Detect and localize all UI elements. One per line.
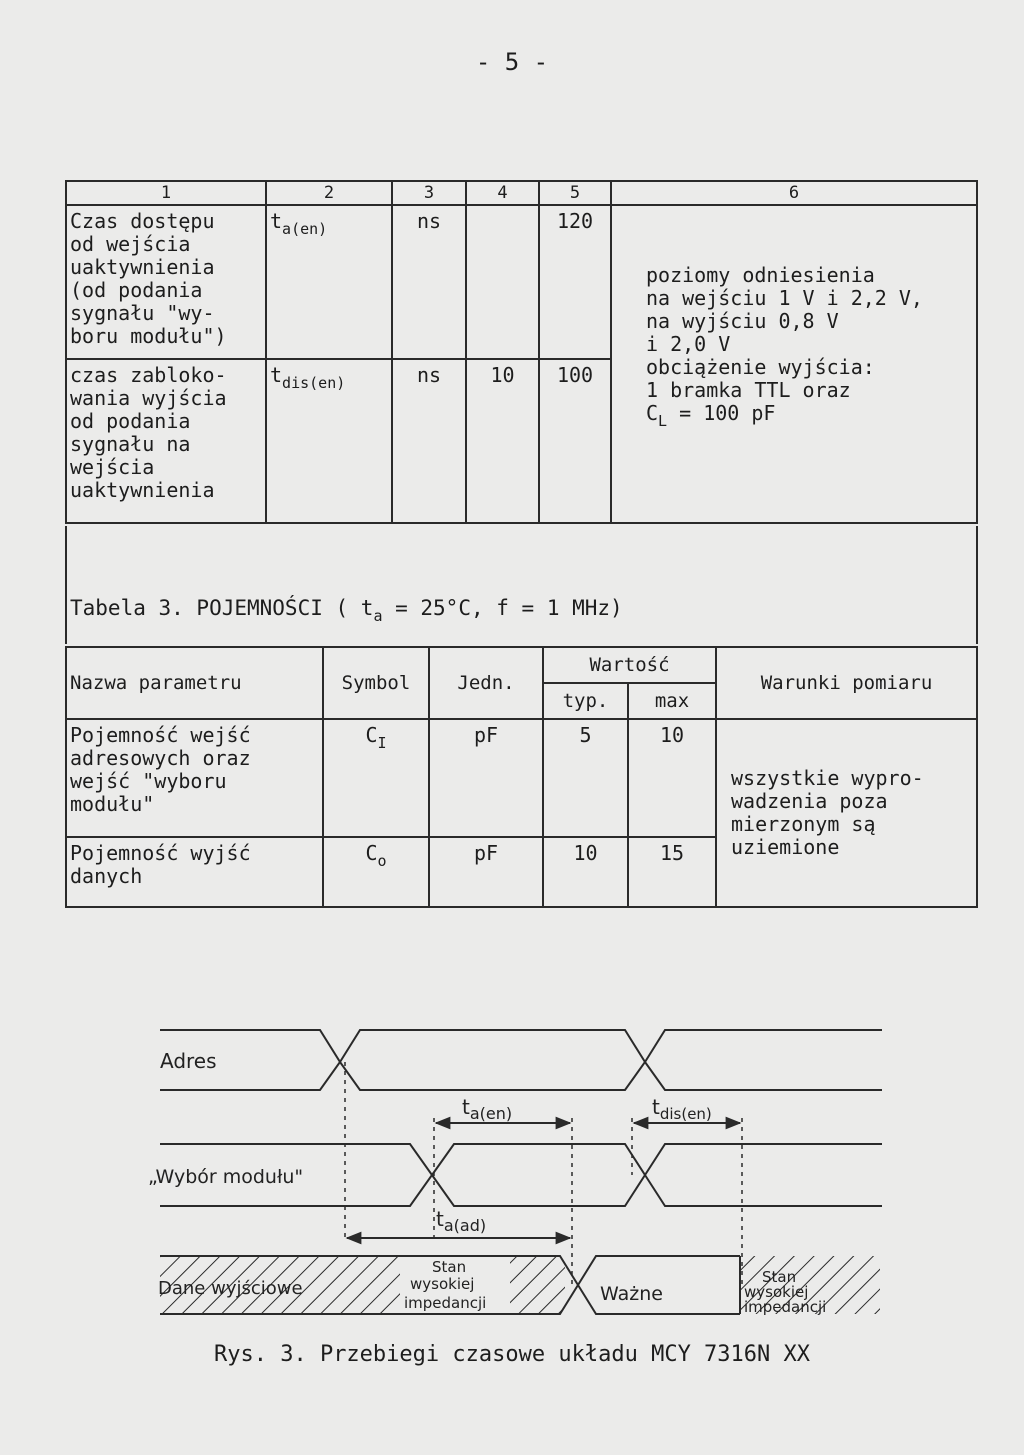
parameter-name: Czas dostępu od wejścia uaktywnienia (od podania sygnału "wy- boru modułu") — [66, 205, 266, 359]
column-header: 5 — [539, 181, 611, 205]
header-conditions: Warunki pomiaru — [716, 647, 977, 719]
typ-value: 5 — [543, 719, 628, 837]
column-header: 3 — [392, 181, 466, 205]
table-header-row — [66, 181, 977, 205]
max-value: 10 — [628, 719, 716, 837]
parameter-symbol: $C_o$ — [323, 837, 429, 907]
valid-label: Ważne — [600, 1283, 663, 1305]
column-header: 2 — [266, 181, 392, 205]
hiz-left-line1: Stan — [432, 1258, 467, 1276]
capacitance-table — [65, 646, 978, 908]
conditions-cell: poziomy odniesienia na wejściu 1 V i 2,2 V, na wyjściu 0,8 V i 2,0 V obciążenie wyjścia: 1 bramka TTL oraz $C_L = 100$ pF — [611, 205, 977, 523]
hiz-left-line2: wysokiej — [410, 1275, 475, 1293]
min-value: 10 — [466, 359, 539, 523]
header-symbol: Symbol — [323, 647, 429, 719]
header-unit: Jedn. — [429, 647, 543, 719]
figure-caption: Rys. 3. Przebiegi czasowe układu MCY 7316N XX — [213, 1342, 811, 1367]
hiz-left-line3: impedancji — [404, 1294, 487, 1312]
table-caption: Tabela 3. POJEMNOŚCI ( $t_a = 25^\circ C$, f = 1 MHz) — [70, 596, 623, 625]
max-value: 120 — [539, 205, 611, 359]
data-label: Dane wyjściowe — [158, 1278, 303, 1299]
select-label: „Wybór modułu" — [148, 1166, 304, 1188]
typ-value: 10 — [543, 837, 628, 907]
unit-cell: ns — [392, 205, 466, 359]
timing-parameters-table — [65, 180, 978, 524]
t-en-label: $t_{a(en)}$ — [462, 1095, 513, 1123]
timing-diagram — [0, 1020, 1024, 1330]
unit-cell: pF — [429, 719, 543, 837]
hiz-right-line1: Stan — [762, 1268, 797, 1286]
table-frame — [65, 526, 978, 644]
column-header: 1 — [66, 181, 266, 205]
header-value: Wartość — [543, 647, 716, 683]
t-dis-label: $t_{dis(en)}$ — [652, 1095, 712, 1123]
data-hiz-hatch — [510, 1256, 565, 1314]
max-value: 15 — [628, 837, 716, 907]
max-value: 100 — [539, 359, 611, 523]
address-label: Adres — [160, 1049, 217, 1073]
header-typ: typ. — [543, 683, 628, 719]
table-header-row — [66, 647, 977, 683]
min-value — [466, 205, 539, 359]
header-name: Nazwa parametru — [66, 647, 323, 719]
parameter-name: Pojemność wyjść danych — [66, 837, 323, 907]
header-max: max — [628, 683, 716, 719]
hiz-right-line2: wysokiej — [744, 1283, 809, 1301]
unit-cell: ns — [392, 359, 466, 523]
address-waveform — [160, 1030, 882, 1090]
hiz-right-line3: impedancji — [744, 1298, 827, 1316]
column-header: 6 — [611, 181, 977, 205]
parameter-symbol: $C_I$ — [323, 719, 429, 837]
table-row — [66, 719, 977, 837]
table-row — [66, 205, 977, 359]
unit-cell: pF — [429, 837, 543, 907]
parameter-name: Pojemność wejść adresowych oraz wejść "wyboru modułu" — [66, 719, 323, 837]
parameter-name: czas zabloko- wania wyjścia od podania sygnału na wejścia uaktywnienia — [66, 359, 266, 523]
parameter-symbol: $t_{dis(en)}$ — [266, 359, 392, 523]
parameter-symbol: $t_{a(en)}$ — [266, 205, 392, 359]
page-number: - 5 - — [475, 48, 549, 76]
column-header: 4 — [466, 181, 539, 205]
t-ad-label: $t_{a(ad)}$ — [436, 1207, 487, 1235]
conditions-cell: wszystkie wypro- wadzenia poza mierzonym są uziemione — [716, 719, 977, 907]
